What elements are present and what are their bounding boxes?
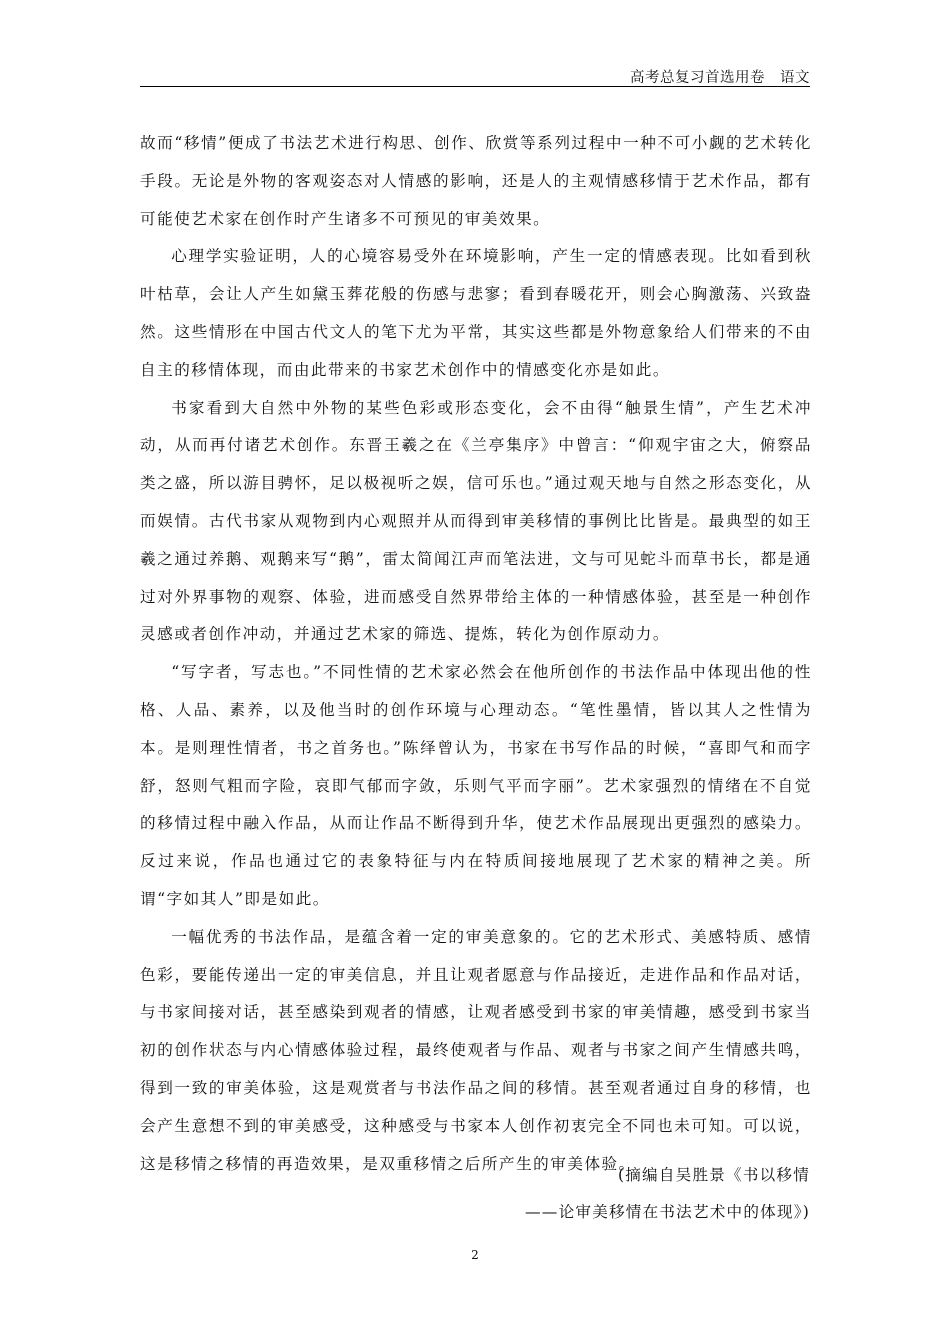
paragraph-4: “写字者，写志也。”不同性情的艺术家必然会在他所创作的书法作品中体现出他的性格、人品、素养，以及他当时的创作环境与心理动态。“笔性墨情，皆以其人之性情为本。是则理性情者，书之首务也。”陈绎曾认为，书家在书写作品的时候，“喜即气和而字舒，怒则气粗而字险，哀即气郁而字敛，乐则气平而字丽”。艺术家强烈的情绪在不自觉的移情过程中融入作品，从而让作品不断得到升华，使艺术作品展现出更强烈的感染力。反过来说，作品也通过它的表象特征与内在特质间接地展现了艺术家的精神之美。所谓“字如其人”即是如此。 bbox=[140, 663, 812, 908]
source-line-1: (摘编自吴胜景《书以移情 bbox=[617, 1166, 810, 1184]
paragraph-1: 故而“移情”便成了书法艺术进行构思、创作、欣赏等系列过程中一种不可小觑的艺术转化手段。无论是外物的客观姿态对人情感的影响，还是人的主观情感移情于艺术作品，都有可能使艺术家在创作时产生诸多不可预见的审美效果。 bbox=[140, 134, 812, 228]
page-number: 2 bbox=[471, 1248, 479, 1262]
paragraph-2: 心理学实验证明，人的心境容易受外在环境影响，产生一定的情感表现。比如看到秋叶枯草，会让人产生如黛玉葬花般的伤感与悲寥；看到春暖花开，则会心胸激荡、兴致盎然。这些情形在中国古代文人的笔下尤为平常，其实这些都是外物意象给人们带来的不由自主的移情体现，而由此带来的书家艺术创作中的情感变化亦是如此。 bbox=[140, 247, 812, 379]
source-line-2: ——论审美移情在书法艺术中的体现》) bbox=[525, 1203, 810, 1221]
article-body bbox=[140, 125, 812, 1183]
paragraph-5: 一幅优秀的书法作品，是蕴含着一定的审美意象的。它的艺术形式、美感特质、感情色彩，要能传递出一定的审美信息，并且让观者愿意与作品接近，走进作品和作品对话，与书家间接对话，甚至感染到观者的情感，让观者感受到书家的审美情趣，感受到书家当初的创作状态与内心情感体验过程，最终使观者与作品、观者与书家之间产生情感共鸣，得到一致的审美体验，这是观赏者与书法作品之间的移情。甚至观者通过自身的移情，也会产生意想不到的审美感受，这种感受与书家本人创作初衷完全不同也未可知。可以说，这是移情之移情的再造效果，是双重移情之后所产生的审美体验。 bbox=[140, 927, 812, 1173]
page-header bbox=[140, 66, 810, 87]
header-divider bbox=[140, 86, 810, 87]
source-citation bbox=[525, 1157, 810, 1231]
header-title: 高考总复习首选用卷 语文 bbox=[630, 70, 810, 86]
paragraph-3: 书家看到大自然中外物的某些色彩或形态变化，会不由得“触景生情”，产生艺术冲动，从而再付诸艺术创作。东晋王羲之在《兰亭集序》中曾言：“仰观宇宙之大，俯察品类之盛，所以游目骋怀，足以极视听之娱，信可乐也。”通过观天地与自然之形态变化，从而娱情。古代书家从观物到内心观照并从而得到审美移情的事例比比皆是。最典型的如王羲之通过养鹅、观鹅来写“鹅”，雷太简闻江声而笔法进，文与可见蛇斗而草书长，都是通过对外界事物的观察、体验，进而感受自然界带给主体的一种情感体验，甚至是一种创作灵感或者创作冲动，并通过艺术家的筛选、提炼，转化为创作原动力。 bbox=[140, 398, 812, 644]
